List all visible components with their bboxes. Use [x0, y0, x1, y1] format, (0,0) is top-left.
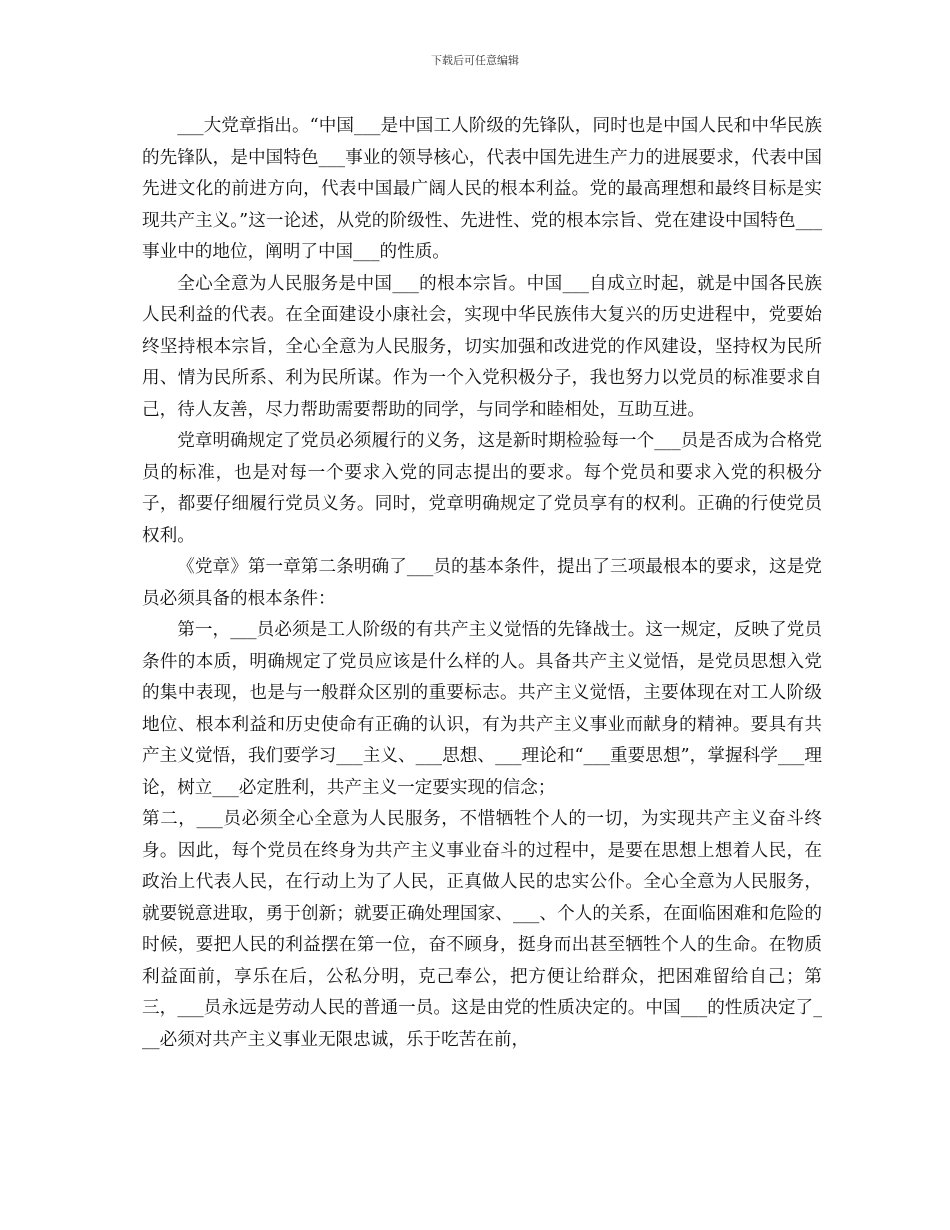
page-header: 下载后可任意编辑 — [431, 54, 519, 67]
paragraph: 第一，___员必须是工人阶级的有共产主义觉悟的先锋战士。这一规定，反映了党员条件的本质，明确规定了党员应该是什么样的人。具备共产主义觉悟，是党员思想入党的集中表现，也是与一般群众区别的重要标志。共产主义觉悟，主要体现在对工人阶级地位、根本利益和历史使命有正确的认识，有为共产主义事业而献身的精神。要具有共产主义觉悟，我们要学习___主义、___思想、___理论和“___重要思想”，掌握科学___理论，树立___必定胜利，共产主义一定要实现的信念； — [142, 620, 822, 798]
paragraph: ___大党章指出。“中国___是中国工人阶级的先锋队，同时也是中国人民和中华民族的先锋队，是中国特色___事业的领导核心，代表中国先进生产力的进展要求，代表中国先进文化的前进方向，代表中国最广阔人民的根本利益。党的最高理想和最终目标是实现共产主义。”这一论述，从党的阶级性、先进性、党的根本宗旨、党在建设中国特色___事业中的地位，阐明了中国___的性质。 — [142, 116, 822, 262]
paragraph: 全心全意为人民服务是中国___的根本宗旨。中国___自成立时起，就是中国各民族人民利益的代表。在全面建设小康社会，实现中华民族伟大复兴的历史进程中，党要始终坚持根本宗旨，全心全意为人民服务，切实加强和改进党的作风建设，坚持权为民所用、情为民所系、利为民所谋。作为一个入党积极分子，我也努力以党员的标准要求自己，待人友善，尽力帮助需要帮助的同学，与同学和睦相处，互助互进。 — [142, 273, 822, 420]
paragraph: 党章明确规定了党员必须履行的义务，这是新时期检验每一个___员是否成为合格党员的标准，也是对每一个要求入党的同志提出的要求。每个党员和要求入党的积极分子，都要仔细履行党员义务。同时，党章明确规定了党员享有的权利。正确的行使党员权利。 — [142, 431, 822, 546]
paragraph: 《党章》第一章第二条明确了___员的基本条件，提出了三项最根本的要求，这是党员必须具备的根本条件： — [142, 557, 822, 609]
document-body — [142, 111, 822, 1056]
paragraph: 第二，___员必须全心全意为人民服务，不惜牺牲个人的一切，为实现共产主义奋斗终身。因此，每个党员在终身为共产主义事业奋斗的过程中，是要在思想上想着人民，在政治上代表人民，在行动上为了人民，正真做人民的忠实公仆。全心全意为人民服务，就要锐意进取，勇于创新；就要正确处理国家、___、个人的关系，在面临困难和危险的时候，要把人民的利益摆在第一位，奋不顾身，挺身而出甚至牺牲个人的生命。在物质利益面前，享乐在后，公私分明，克己奉公，把方便让给群众，把困难留给自己；第三，___员永远是劳动人民的普通一员。这是由党的性质决定的。中国___的性质决定了___必须对共产主义事业无限忠诚，乐于吃苦在前， — [142, 809, 822, 1050]
